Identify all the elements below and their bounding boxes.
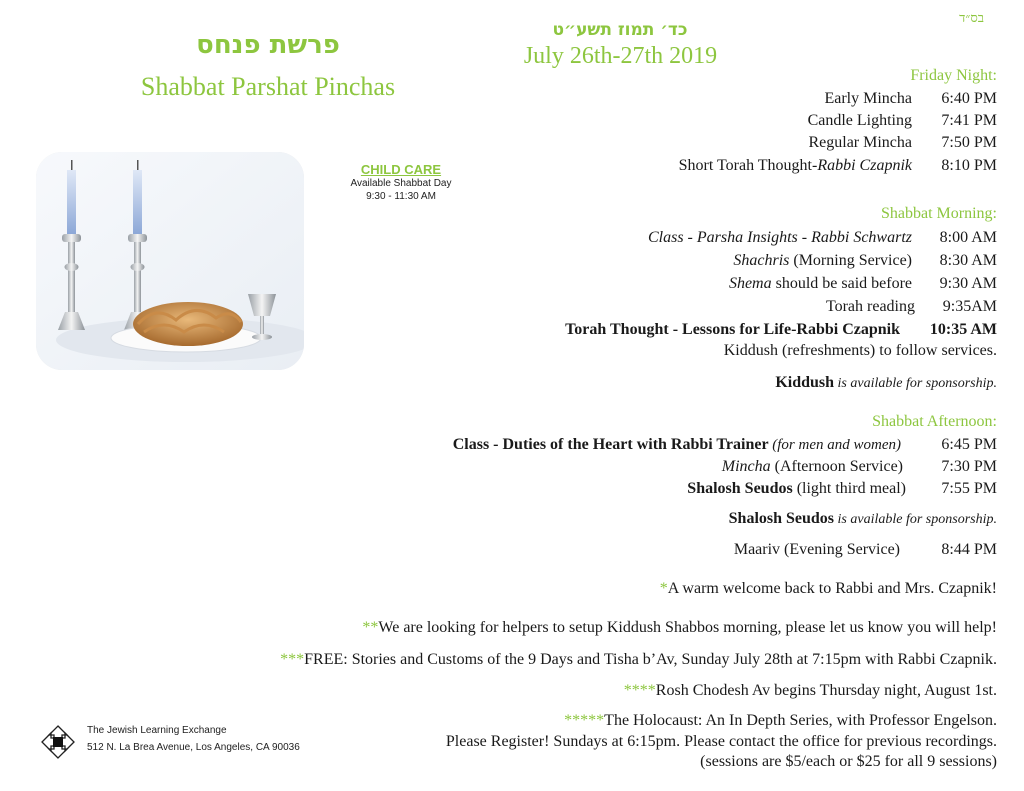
announcement	[660, 579, 997, 599]
event-time: 8:44 PM	[941, 541, 997, 558]
kiddush-word: Kiddush	[775, 374, 835, 391]
event-label-detail: (Morning Service)	[789, 252, 912, 269]
announcement-stars: **	[362, 619, 379, 636]
announcement-text: A warm welcome back to Rabbi and Mrs. Czapnik!	[667, 580, 997, 597]
event-label-main: Shema	[728, 275, 772, 292]
event-label-main: Class - Duties of the Heart with Rabbi Trainer	[452, 436, 773, 453]
schedule-row	[565, 320, 997, 340]
announcement-text: The Holocaust: An In Depth Series, with Professor Engelson.	[604, 712, 997, 729]
event-label-detail: should be said before	[771, 275, 912, 292]
schedule-row	[824, 89, 997, 109]
schedule-row	[733, 251, 997, 271]
announcement-stars: ****	[623, 682, 656, 699]
shabbat-morning-heading: Shabbat Morning:	[881, 205, 997, 222]
event-time: 8:00 AM	[939, 229, 997, 246]
child-care-availability: Available Shabbat Day	[350, 178, 452, 189]
announcement-text: Rosh Chodesh Av begins Thursday night, August 1st.	[655, 682, 997, 699]
schedule-row	[826, 297, 997, 317]
friday-night-heading: Friday Night:	[910, 67, 997, 84]
event-label: Class - Parsha Insights - Rabbi Schwartz	[647, 229, 912, 246]
hebrew-date: כד׳ תמוז תשע״ט	[552, 20, 688, 40]
schedule-row	[679, 156, 997, 176]
event-time: 7:50 PM	[941, 134, 997, 151]
child-care-box	[335, 162, 467, 203]
sponsorship-text: is available for sponsorship.	[834, 376, 997, 391]
event-label-main: Mincha	[721, 458, 771, 475]
jle-logo-icon	[38, 722, 78, 762]
event-time: 7:41 PM	[941, 112, 997, 129]
event-label	[453, 435, 901, 455]
schedule-row	[729, 274, 997, 294]
event-label	[722, 457, 903, 477]
schedule-row	[722, 457, 997, 477]
shabbat-afternoon-heading: Shabbat Afternoon:	[872, 413, 997, 430]
organization-address: 512 N. La Brea Avenue, Los Angeles, CA 90036	[87, 742, 300, 753]
session-pricing-note: (sessions are $5/each or $25 for all 9 sessions)	[700, 753, 997, 770]
event-time: 7:30 PM	[941, 458, 997, 475]
event-label	[733, 251, 912, 271]
event-label-detail: (Afternoon Service)	[770, 458, 903, 475]
child-care-title: CHILD CARE	[360, 162, 442, 177]
register-note: Please Register! Sundays at 6:15pm. Please contact the office for previous recordings.	[445, 733, 997, 750]
event-label-main: Shachris	[733, 252, 790, 269]
event-time: 9:35AM	[942, 298, 997, 315]
event-time: 6:40 PM	[941, 90, 997, 107]
event-label	[687, 479, 906, 499]
event-label: Candle Lighting	[807, 112, 912, 129]
schedule-row	[453, 435, 997, 455]
announcement	[362, 618, 997, 638]
announcement-text: FREE: Stories and Customs of the 9 Days and Tisha b’Av, Sunday July 28th at 7:15pm with Rabbi Czapnik.	[304, 651, 997, 668]
event-label-main: Short Torah Thought-	[678, 157, 818, 174]
event-label: Torah Thought - Lessons for Life-Rabbi Czapnik	[565, 321, 900, 338]
parsha-hebrew-title: פרשת פנחס	[196, 30, 340, 60]
event-label: Torah reading	[825, 298, 915, 315]
event-label: Early Mincha	[824, 90, 912, 107]
event-label: Regular Mincha	[808, 134, 912, 151]
kiddush-sponsorship-note	[775, 373, 997, 394]
parsha-english-title: Shabbat Parshat Pinchas	[140, 72, 396, 101]
schedule-row	[808, 111, 997, 131]
schedule-row	[808, 133, 997, 153]
child-care-hours: 9:30 - 11:30 AM	[366, 191, 436, 202]
announcement-text: We are looking for helpers to setup Kiddush Shabbos morning, please let us know you will help!	[378, 619, 997, 636]
bsd-mark: בס״ד	[959, 10, 984, 25]
announcement-stars: ***	[280, 651, 305, 668]
event-time: 10:35 AM	[929, 321, 997, 338]
event-label-detail: (for men and women)	[772, 437, 901, 453]
announcement-stars: *****	[564, 712, 605, 729]
event-label-detail: (light third meal)	[792, 480, 906, 497]
schedule-row	[734, 540, 997, 560]
seudos-sponsorship-note	[729, 509, 997, 530]
english-date: July 26th-27th 2019	[523, 43, 718, 69]
event-time: 7:55 PM	[941, 480, 997, 497]
kiddush-follow-note: Kiddush (refreshments) to follow services.	[723, 342, 997, 359]
announcement-stars: *	[659, 580, 668, 597]
event-label-main: Shalosh Seudos	[687, 480, 793, 497]
announcement	[280, 650, 997, 670]
schedule-row	[648, 228, 997, 248]
event-time: 6:45 PM	[941, 436, 997, 453]
event-label	[679, 156, 912, 176]
announcement	[624, 681, 997, 701]
event-time: 8:10 PM	[941, 157, 997, 174]
event-label	[729, 274, 912, 294]
event-time: 8:30 AM	[939, 252, 997, 269]
event-time: 9:30 AM	[939, 275, 997, 292]
organization-name: The Jewish Learning Exchange	[87, 725, 227, 736]
event-label: Maariv (Evening Service)	[733, 541, 900, 558]
sponsorship-text: is available for sponsorship.	[834, 512, 997, 527]
shabbat-candles-photo	[36, 152, 304, 370]
event-label-speaker: Rabbi Czapnik	[817, 157, 912, 174]
schedule-row	[687, 479, 997, 499]
seudos-word: Shalosh Seudos	[728, 510, 835, 527]
announcement	[564, 711, 997, 731]
